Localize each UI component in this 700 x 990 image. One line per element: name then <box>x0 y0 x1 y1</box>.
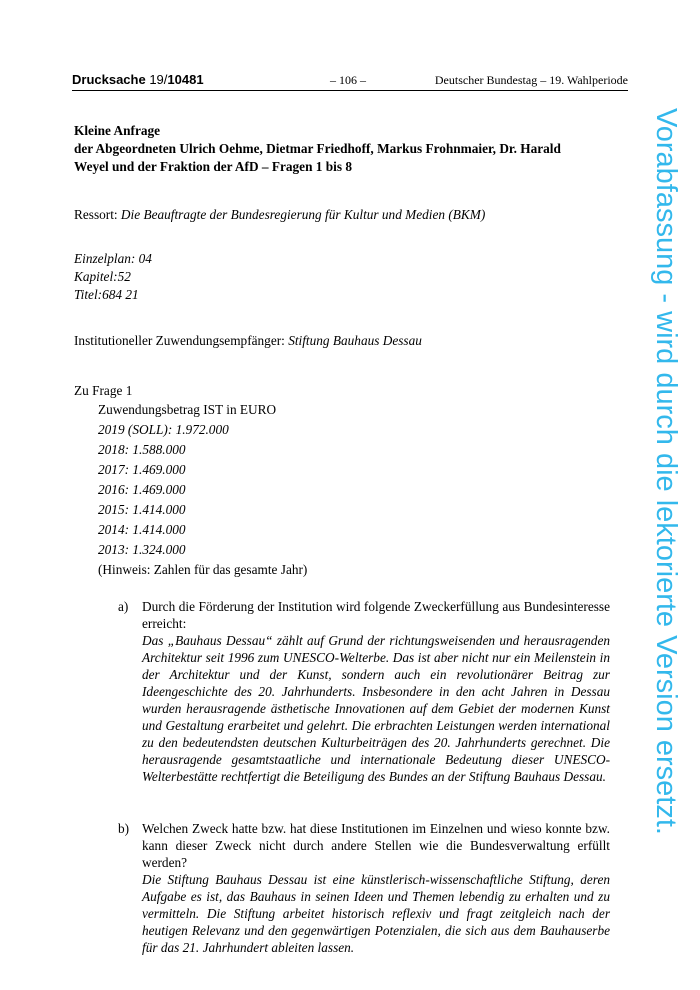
title-line: Weyel und der Fraktion der AfD – Fragen 1 bis 8 <box>74 159 353 174</box>
item-answer: Das „Bauhaus Dessau“ zählt auf Grund der richtungsweisenden und herausragenden Architektur seit 1996 zum UNESCO-Welterbe. Das ist aber nicht nur ein Meilenstein in der Architektur und der Kunst, sondern auch ein revolutionärer Beitrag zur Ideengeschichte des 20. Jahrhunderts. Insbesondere in den acht Jahren in Dessau wurden herausragende ästhetische Innovationen auf dem Gebiet der modernen Kunst und Gestaltung erarbeitet und gelehrt. Die erbrachten Leistungen werden international zu den bedeutendsten deutschen Kulturbeiträgen des 20. Jahrhunderts gerechnet. Die herausragende gesamtstaatliche und internationale Bedeutung dieser UNESCO-Welterbestätte rechtfertigt die Beteiligung des Bundes an der Stiftung Bauhaus Dessau. <box>142 633 610 784</box>
doc-num-regular: 19/ <box>145 72 168 87</box>
amount-row: 2019 (SOLL): 1.972.000 <box>98 422 229 437</box>
recipient-value: Stiftung Bauhaus Dessau <box>288 333 422 348</box>
item-question: Durch die Förderung der Institution wird folgende Zweckerfüllung aus Bundesinteresse erreicht: <box>142 599 610 631</box>
title-line: Kleine Anfrage <box>74 123 161 138</box>
ressort-value: Die Beauftragte der Bundesregierung für Kultur und Medien (BKM) <box>120 207 486 222</box>
page-header <box>72 72 628 90</box>
ressort-line <box>74 206 485 224</box>
header-rule <box>72 90 628 91</box>
item-question: Welchen Zweck hatte bzw. hat diese Institutionen im Einzelnen und wieso konnte bzw. kann dieser Zweck nicht durch andere Stellen wie die Bundesverwaltung erfüllt werden? <box>142 821 610 870</box>
item-marker: b) <box>118 821 130 836</box>
title-line: der Abgeordneten Ulrich Oehme, Dietmar Friedhoff, Markus Frohnmaier, Dr. Harald <box>74 141 561 156</box>
item-marker: a) <box>118 599 129 614</box>
einzelplan: Einzelplan: 04 <box>74 251 152 266</box>
ressort-label: Ressort: <box>74 207 121 222</box>
item-body <box>142 598 610 785</box>
recipient-line <box>74 332 422 350</box>
question-heading: Zu Frage 1 <box>74 383 133 398</box>
titel: Titel:684 21 <box>74 287 139 302</box>
document-number <box>72 72 204 87</box>
amount-row: 2015: 1.414.000 <box>98 502 186 517</box>
doc-prefix: Drucksache <box>72 72 146 87</box>
doc-num-bold: 10481 <box>167 72 204 87</box>
watermark-text: Vorabfassung - wird durch die lektorierte Version ersetzt. <box>650 108 682 835</box>
amount-label: Zuwendungsbetrag IST in EURO <box>98 402 277 417</box>
watermark <box>640 108 690 908</box>
page-number: – 106 – <box>330 73 366 87</box>
kapitel: Kapitel:52 <box>74 269 131 284</box>
amount-row: 2013: 1.324.000 <box>98 542 186 557</box>
amount-row: 2018: 1.588.000 <box>98 442 186 457</box>
item-answer: Die Stiftung Bauhaus Dessau ist eine künstlerisch-wissenschaftliche Stiftung, deren Aufgabe es ist, das Bauhaus in seinen Ideen und Themen lebendig zu erhalten und zu vermitteln. Die Stiftung arbeitet historisch reflexiv und fragt zeitgleich nach der heutigen Relevanz und den gegenwärtigen Potenzialen, die sich aus dem Bauhauserbe für das 21. Jahrhundert ableiten lassen. <box>142 872 610 955</box>
budget-block <box>74 250 152 304</box>
amount-row: 2016: 1.469.000 <box>98 482 186 497</box>
amount-row: 2017: 1.469.000 <box>98 462 186 477</box>
recipient-label: Institutioneller Zuwendungsempfänger: <box>74 333 289 348</box>
item-body <box>142 820 610 956</box>
amount-list <box>98 400 307 580</box>
institution-label: Deutscher Bundestag – 19. Wahlperiode <box>434 73 628 87</box>
amount-row: 2014: 1.414.000 <box>98 522 186 537</box>
amount-hint: (Hinweis: Zahlen für das gesamte Jahr) <box>98 562 308 577</box>
document-title <box>74 122 614 176</box>
